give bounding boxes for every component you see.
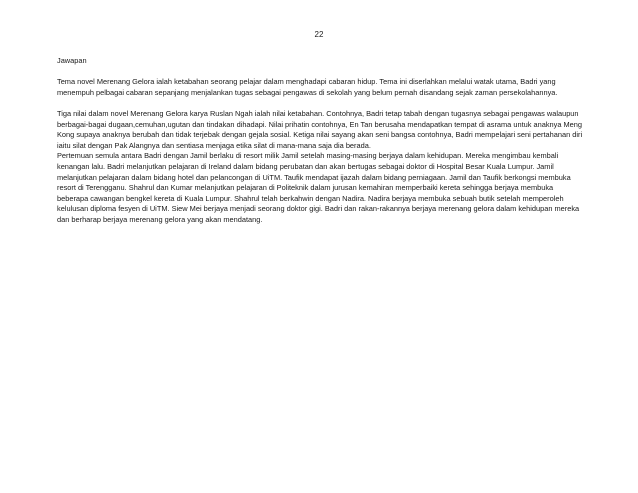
paragraph-values: Tiga nilai dalam novel Merenang Gelora karya Ruslan Ngah ialah nilai ketabahan. Contohnya, Badri tetap tabah dengan tugasnya sebagai pengawas walaupun berbagai-bagai dugaan,cemuhan,ugutan dan tindakan dihadapi. Nilai prihatin contohnya, En Tan berusaha mendapatkan tempat di asrama untuk anaknya Meng Kong supaya anaknya berubah dan tidak terjebak dengan gejala sosial. Ketiga nilai sayang akan seni bangsa contohnya, Badri mempelajari seni pertahanan diri iaitu silat dengan Pak Alangnya dan sentiasa menjaga etika silat di mana-mana saja dia berada. (57, 108, 583, 150)
paragraph-theme: Tema novel Merenang Gelora ialah ketabahan seorang pelajar dalam menghadapi cabaran hidup. Tema ini diserlahkan melalui watak utama, Badri yang menempuh pelbagai cabaran sepanjang menjalankan tugas sebagai pengawas di sekolah yang belum pernah disandang sejak zaman persekolahannya. (57, 77, 558, 97)
page-number: 22 (314, 30, 324, 39)
answer-heading: Jawapan (57, 56, 87, 65)
document-body (57, 56, 585, 226)
paragraph-reunion: Pertemuan semula antara Badri dengan Jamil berlaku di resort milik Jamil setelah masing-masing berjaya dalam kehidupan. Mereka mengimbau kembali kenangan lalu. Badri melanjutkan pelajaran di Ireland dalam bidang perubatan dan akan bertugas sebagai doktor di Hospital Besar Kuala Lumpur. Jamil melanjutkan pelajaran dalam bidang hotel dan pelancongan di UiTM. Taufik mendapat ijazah dalam bidang perniagaan. Jamil dan Taufik berkongsi membuka resort di Terengganu. Shahrul dan Kumar melanjutkan pelajaran di Politeknik dalam jurusan kemahiran memperbaiki kereta sehingga berjaya membuka beberapa cawangan bengkel kereta di Kuala Lumpur. Shahrul telah berkahwin dengan Nadira. Nadira berjaya membuka sebuah butik setelah memperoleh kelulusan diploma fesyen di UiTM. Siew Mei berjaya menjadi seorang doktor gigi. Badri dan rakan-rakannya berjaya merenang gelora dalam kehidupan mereka dan berharap berjaya merenang gelora yang akan mendatang. (57, 151, 580, 224)
